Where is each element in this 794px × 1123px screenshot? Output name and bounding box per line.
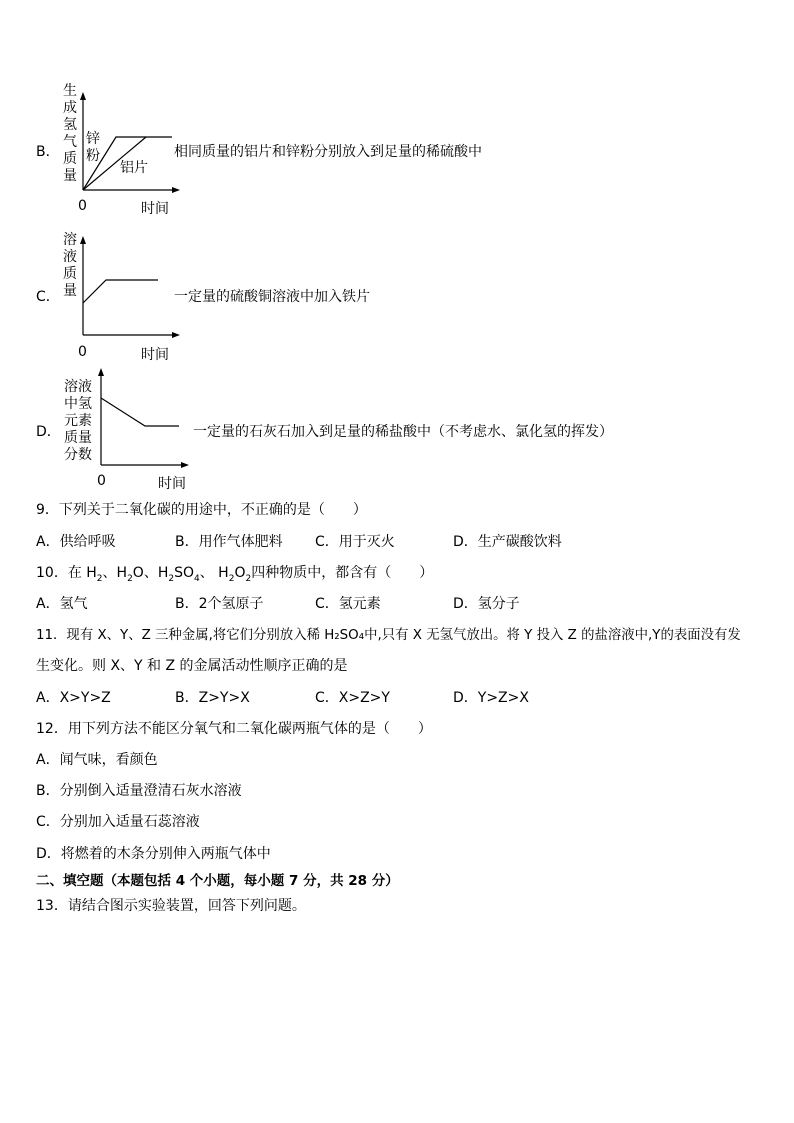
option-b-description: 相同质量的铝片和锌粉分别放入到足量的稀硫酸中 bbox=[174, 144, 482, 160]
y-label-char: 量 bbox=[63, 283, 77, 299]
y-label-line: 质量 bbox=[64, 430, 92, 446]
x-axis-arrow bbox=[172, 187, 180, 193]
option-d-origin: 0 bbox=[97, 473, 106, 489]
question-12-option-c: C．分别加入适量石蕊溶液 bbox=[36, 814, 200, 830]
option-c-letter: C． bbox=[36, 289, 60, 305]
y-label-line: 溶液 bbox=[64, 379, 92, 395]
question-11-option-c: C．X>Z>Y bbox=[315, 690, 390, 706]
question-10-stem: 10．在 $H_2$、$H_2O$、$H_2SO_4$、 $H_2O_2$四种物质中，都含有（ ） bbox=[36, 565, 434, 584]
question-10-option-c: C．氢元素 bbox=[315, 596, 381, 612]
y-label-line: 元素 bbox=[64, 413, 92, 429]
question-12-option-a: A．闻气味，看颜色 bbox=[36, 752, 158, 768]
y-label-char: 质 bbox=[63, 151, 77, 167]
question-9-stem: 9．下列关于二氧化碳的用途中，不正确的是（ ） bbox=[36, 502, 367, 518]
section-2-heading: 二、填空题（本题包括 4 个小题，每小题 7 分，共 28 分） bbox=[36, 873, 399, 889]
option-d-letter: D． bbox=[36, 424, 61, 440]
option-d-graph bbox=[95, 368, 195, 468]
question-11-option-a: A．X>Y>Z bbox=[36, 690, 111, 706]
option-b-letter: B． bbox=[36, 144, 60, 160]
x-axis-arrow bbox=[172, 332, 180, 338]
option-d-x-axis-label: 时间 bbox=[158, 476, 186, 492]
y-axis-arrow bbox=[80, 236, 86, 244]
question-11-option-d: D．Y>Z>X bbox=[453, 690, 529, 706]
question-9-option-b: B．用作气体肥料 bbox=[175, 534, 283, 550]
option-c-x-axis-label: 时间 bbox=[141, 347, 169, 363]
question-12-option-d: D．将燃着的木条分别伸入两瓶气体中 bbox=[36, 846, 271, 862]
question-9-option-d: D．生产碳酸饮料 bbox=[453, 534, 562, 550]
option-c-graph bbox=[76, 236, 186, 341]
question-10-prefix: 10．在 H bbox=[36, 565, 97, 581]
y-axis-arrow bbox=[80, 92, 86, 100]
y-label-line: 分数 bbox=[64, 447, 92, 463]
aluminum-label: 铝片 bbox=[120, 160, 148, 176]
y-label-char: 溶 bbox=[63, 232, 77, 248]
option-d-description: 一定量的石灰石加入到足量的稀盐酸中（不考虑水、氯化氢的挥发） bbox=[193, 424, 613, 440]
option-c-description: 一定量的硫酸铜溶液中加入铁片 bbox=[174, 289, 370, 305]
x-axis-arrow bbox=[181, 462, 189, 468]
question-10-option-d: D．氢分子 bbox=[453, 596, 520, 612]
y-label-char: 气 bbox=[63, 134, 77, 150]
zinc-label-char: 粉 bbox=[86, 148, 100, 164]
option-b-origin: 0 bbox=[78, 198, 87, 214]
question-13-stem: 13．请结合图示实验装置，回答下列问题。 bbox=[36, 898, 306, 914]
y-label-char: 质 bbox=[63, 266, 77, 282]
y-label-char: 液 bbox=[63, 249, 77, 265]
question-12-stem: 12．用下列方法不能区分氧气和二氧化碳两瓶气体的是（ ） bbox=[36, 721, 432, 737]
y-label-char: 成 bbox=[63, 100, 77, 116]
y-label-char: 氢 bbox=[63, 117, 77, 133]
y-axis-arrow bbox=[98, 368, 104, 376]
hydrogen-fraction-line bbox=[101, 398, 179, 426]
option-c-origin: 0 bbox=[78, 344, 87, 360]
question-10-option-a: A．氢气 bbox=[36, 596, 88, 612]
mass-line bbox=[83, 280, 158, 303]
question-11-line-1: 11．现有 X、Y、Z 三种金属,将它们分别放入稀 H₂SO₄中,只有 X 无氢气放出。将 Y 投入 Z 的盐溶液中,Y的表面没有发 bbox=[36, 628, 741, 643]
question-12-option-b: B．分别倒入适量澄清石灰水溶液 bbox=[36, 783, 242, 799]
question-9-option-a: A．供给呼吸 bbox=[36, 534, 116, 550]
y-label-line: 中氢 bbox=[64, 396, 92, 412]
question-9-option-c: C．用于灭火 bbox=[315, 534, 395, 550]
question-10-suffix: 四种物质中，都含有（ ） bbox=[251, 565, 434, 581]
zinc-label bbox=[83, 131, 103, 165]
question-11-line-2: 生变化。则 X、Y 和 Z 的金属活动性顺序正确的是 bbox=[36, 658, 348, 674]
zinc-label-char: 锌 bbox=[86, 131, 100, 147]
question-11-option-b: B．Z>Y>X bbox=[175, 690, 250, 706]
y-label-char: 量 bbox=[63, 168, 77, 184]
question-10-option-b: B．2个氢原子 bbox=[175, 596, 264, 612]
y-label-char: 生 bbox=[63, 83, 77, 99]
option-d-y-axis-label bbox=[62, 379, 94, 464]
option-b-x-axis-label: 时间 bbox=[141, 201, 169, 217]
